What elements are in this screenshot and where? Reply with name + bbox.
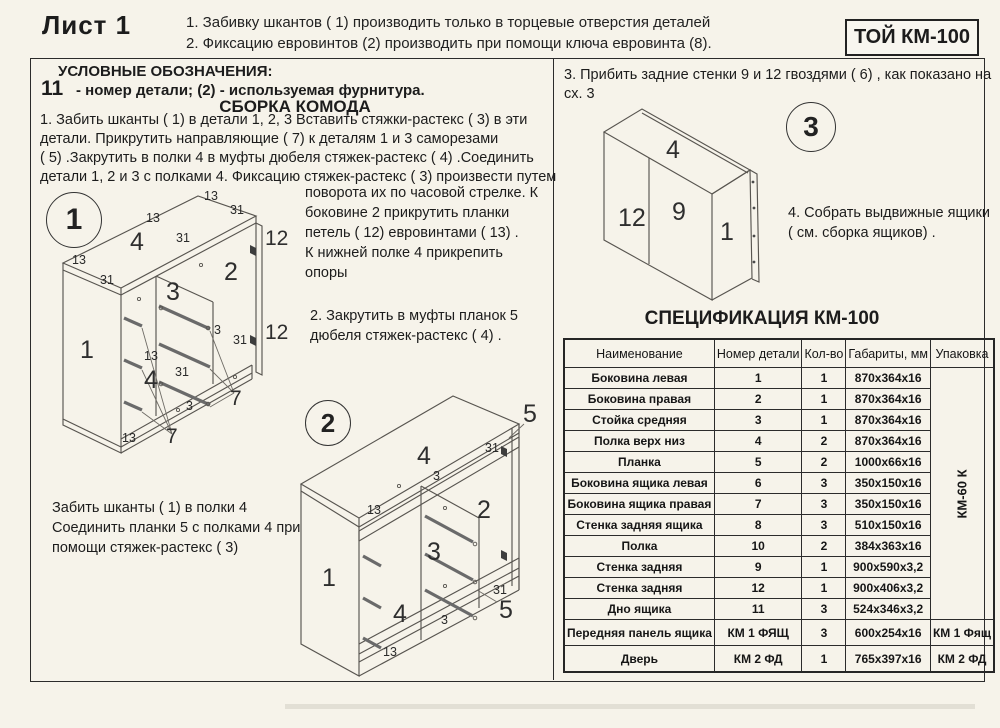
cell-dims: 870x364x16 — [846, 368, 931, 389]
cell-qty: 3 — [802, 599, 846, 620]
cell-dims: 870x364x16 — [846, 410, 931, 431]
cell-part-no: 2 — [714, 389, 802, 410]
cell-name: Боковина правая — [564, 389, 714, 410]
cell-qty: 2 — [802, 452, 846, 473]
table-row — [564, 646, 994, 673]
legend-title: УСЛОВНЫЕ ОБОЗНАЧЕНИЯ: — [58, 63, 273, 80]
table-row — [564, 368, 994, 389]
part-label: 4 — [130, 228, 144, 256]
instruction-line: К нижней полке 4 прикрепить — [305, 245, 503, 261]
part-label: 7 — [166, 425, 178, 448]
callout-label: 13 — [146, 211, 160, 225]
cell-qty: 1 — [802, 410, 846, 431]
part-label: 4 — [666, 136, 680, 164]
part-label: 7 — [230, 387, 242, 410]
cell-dims: 350x150x16 — [846, 494, 931, 515]
instruction-line: ( см. сборка ящиков) . — [788, 225, 936, 241]
cell-part-no: 3 — [714, 410, 802, 431]
col-header: Номер детали — [714, 339, 802, 368]
table-header-row — [564, 339, 994, 368]
instruction-line: боковине 2 прикрутить планки — [305, 205, 510, 221]
part-label: 5 — [499, 596, 513, 624]
instruction-line: 2. Закрутить в муфты планок 5 — [310, 308, 518, 324]
instruction-line: сх. 3 — [564, 86, 595, 102]
step-2-text — [310, 306, 518, 346]
callout-label: 31 — [100, 273, 114, 287]
callout-label: 3 — [186, 399, 193, 413]
cell-dims: 870x364x16 — [846, 389, 931, 410]
cell-dims: 600x254x16 — [846, 620, 931, 646]
cell-part-no: 8 — [714, 515, 802, 536]
cell-dims: 524x346x3,2 — [846, 599, 931, 620]
part-label: 5 — [523, 400, 537, 428]
cell-part-no: 7 — [714, 494, 802, 515]
cell-dims: 350x150x16 — [846, 473, 931, 494]
spec-table — [563, 338, 995, 673]
cell-qty: 3 — [802, 473, 846, 494]
sheet-label: Лист 1 — [42, 10, 132, 40]
cell-name: Передняя панель ящика — [564, 620, 714, 646]
step-1-text — [40, 111, 556, 187]
cell-name: Полка верх низ — [564, 431, 714, 452]
product-code-box — [845, 19, 979, 56]
cell-name: Полка — [564, 536, 714, 557]
cell-name: Дно ящика — [564, 599, 714, 620]
diagram-1 — [38, 188, 300, 488]
part-label: 1 — [720, 218, 734, 246]
callout-label: 13 — [204, 189, 218, 203]
header-note-2: 2. Фиксацию евровинтов (2) производить при помощи ключа евровинта (8). — [186, 35, 712, 52]
diagram-1-badge: 1 — [46, 192, 102, 248]
callout-label: 31 — [176, 231, 190, 245]
part-label: 3 — [166, 278, 180, 306]
cell-packing-group — [930, 368, 994, 620]
cell-qty: 3 — [802, 494, 846, 515]
spec-title: СПЕЦИФИКАЦИЯ КМ-100 — [644, 308, 880, 329]
cell-part-no: 6 — [714, 473, 802, 494]
cell-qty: 2 — [802, 431, 846, 452]
cell-part-no: 12 — [714, 578, 802, 599]
cell-name: Стойка средняя — [564, 410, 714, 431]
callout-label: 31 — [493, 583, 507, 597]
part-label: 9 — [672, 198, 686, 226]
cell-dims: 1000x66x16 — [846, 452, 931, 473]
cell-dims: 384x363x16 — [846, 536, 931, 557]
instruction-line: Забить шканты ( 1) в полки 4 — [52, 500, 248, 516]
cell-qty: 3 — [802, 515, 846, 536]
part-label: 3 — [427, 538, 441, 566]
diagram-2-badge: 2 — [305, 400, 351, 446]
cell-part-no: 4 — [714, 431, 802, 452]
cell-name: Дверь — [564, 646, 714, 673]
callout-label: 3 — [433, 469, 440, 483]
cell-name: Стенка задняя ящика — [564, 515, 714, 536]
callout-label: 3 — [441, 613, 448, 627]
callout-label: 13 — [383, 645, 397, 659]
cell-dims: 765x397x16 — [846, 646, 931, 673]
cell-name: Боковина левая — [564, 368, 714, 389]
instruction-line: детали. Прикрутить направляющие ( 7) к деталям 1 и 3 саморезами — [40, 131, 499, 147]
instruction-line: петель ( 12) евровинтами ( 13) . — [305, 225, 519, 241]
part-label: 4 — [393, 600, 407, 628]
legend-meaning: - номер детали; (2) - используемая фурнитура. — [76, 82, 425, 99]
col-header: Кол-во — [802, 339, 846, 368]
part-label: 4 — [144, 366, 158, 394]
part-label: 12 — [265, 321, 289, 344]
instruction-line: ( 5) .Закрутить в полки 4 в муфты дюбеля стяжек-растекс ( 4) .Соединить — [40, 150, 534, 166]
cell-part-no: 9 — [714, 557, 802, 578]
cell-dims: 510x150x16 — [846, 515, 931, 536]
cell-part-no: 10 — [714, 536, 802, 557]
cell-dims: 870x364x16 — [846, 431, 931, 452]
cell-part-no: 11 — [714, 599, 802, 620]
callout-label: 13 — [367, 503, 381, 517]
instruction-line: Соединить планки 5 с полками 4 при — [52, 520, 301, 536]
callout-label: 31 — [230, 203, 244, 217]
scan-artifact — [285, 704, 975, 709]
instruction-line: поворота их по часовой стрелке. К — [305, 185, 539, 201]
cell-name: Планка — [564, 452, 714, 473]
instruction-line: помощи стяжек-растекс ( 3) — [52, 540, 239, 556]
cell-qty: 1 — [802, 368, 846, 389]
cell-qty: 1 — [802, 557, 846, 578]
cell-qty: 3 — [802, 620, 846, 646]
packing-group-label: КМ-60 К — [954, 468, 970, 519]
cell-qty: 1 — [802, 646, 846, 673]
cell-dims: 900x590x3,2 — [846, 557, 931, 578]
part-label: 2 — [477, 496, 491, 524]
cell-part-no: 5 — [714, 452, 802, 473]
cell-qty: 2 — [802, 536, 846, 557]
cell-packing: КМ 2 ФД — [930, 646, 994, 673]
instruction-line: 3. Прибить задние стенки 9 и 12 гвоздями ( 6) , как показано на — [564, 67, 992, 83]
callout-label: 13 — [144, 349, 158, 363]
cell-part-no: КМ 1 ФЯЩ — [714, 620, 802, 646]
callout-label: 31 — [233, 333, 247, 347]
diagram-1-caption — [52, 498, 300, 558]
col-header: Упаковка — [930, 339, 994, 368]
cell-name: Боковина ящика левая — [564, 473, 714, 494]
cell-qty: 1 — [802, 578, 846, 599]
col-header: Наименование — [564, 339, 714, 368]
diagram-3-badge: 3 — [786, 102, 836, 152]
col-header: Габариты, мм — [846, 339, 931, 368]
cell-name: Стенка задняя — [564, 578, 714, 599]
callout-label: 31 — [175, 365, 189, 379]
callout-label: 13 — [72, 253, 86, 267]
header-note-1: 1. Забивку шкантов ( 1) производить только в торцевые отверстия деталей — [186, 14, 711, 31]
part-label: 12 — [265, 227, 289, 250]
cell-name: Боковина ящика правая — [564, 494, 714, 515]
callout-label: 13 — [122, 431, 136, 445]
callout-label: 31 — [485, 441, 499, 455]
instruction-line: детали 1, 2 и 3 с полками 4. Фиксацию стяжек-растекс ( 3) произвести путем — [40, 169, 557, 185]
callout-label: 3 — [214, 323, 221, 337]
part-label: 2 — [224, 258, 238, 286]
cell-name: Стенка задняя — [564, 557, 714, 578]
instruction-line: опоры — [305, 265, 348, 281]
step-1-continuation — [305, 183, 538, 283]
part-label: 1 — [80, 336, 94, 364]
part-label: 1 — [322, 564, 336, 592]
part-label: 4 — [417, 442, 431, 470]
product-code: ТОЙ КМ-100 — [853, 26, 971, 48]
instruction-line: 1. Забить шканты ( 1) в детали 1, 2, 3 Вставить стяжки-растекс ( 3) в эти — [40, 112, 528, 128]
cell-dims: 900x406x3,2 — [846, 578, 931, 599]
diagram-2 — [295, 390, 557, 682]
cell-qty: 1 — [802, 389, 846, 410]
cell-packing: КМ 1 Фящ — [930, 620, 994, 646]
legend-sample-number: 11 — [41, 77, 64, 100]
instruction-line: 4. Собрать выдвижные ящики — [788, 205, 990, 221]
table-row — [564, 620, 994, 646]
part-label: 12 — [618, 204, 646, 232]
step-4-text — [788, 203, 990, 243]
instruction-line: дюбеля стяжек-растекс ( 4) . — [310, 328, 502, 344]
cell-part-no: КМ 2 ФД — [714, 646, 802, 673]
cell-part-no: 1 — [714, 368, 802, 389]
assembly-title: СБОРКА КОМОДА — [219, 97, 371, 116]
